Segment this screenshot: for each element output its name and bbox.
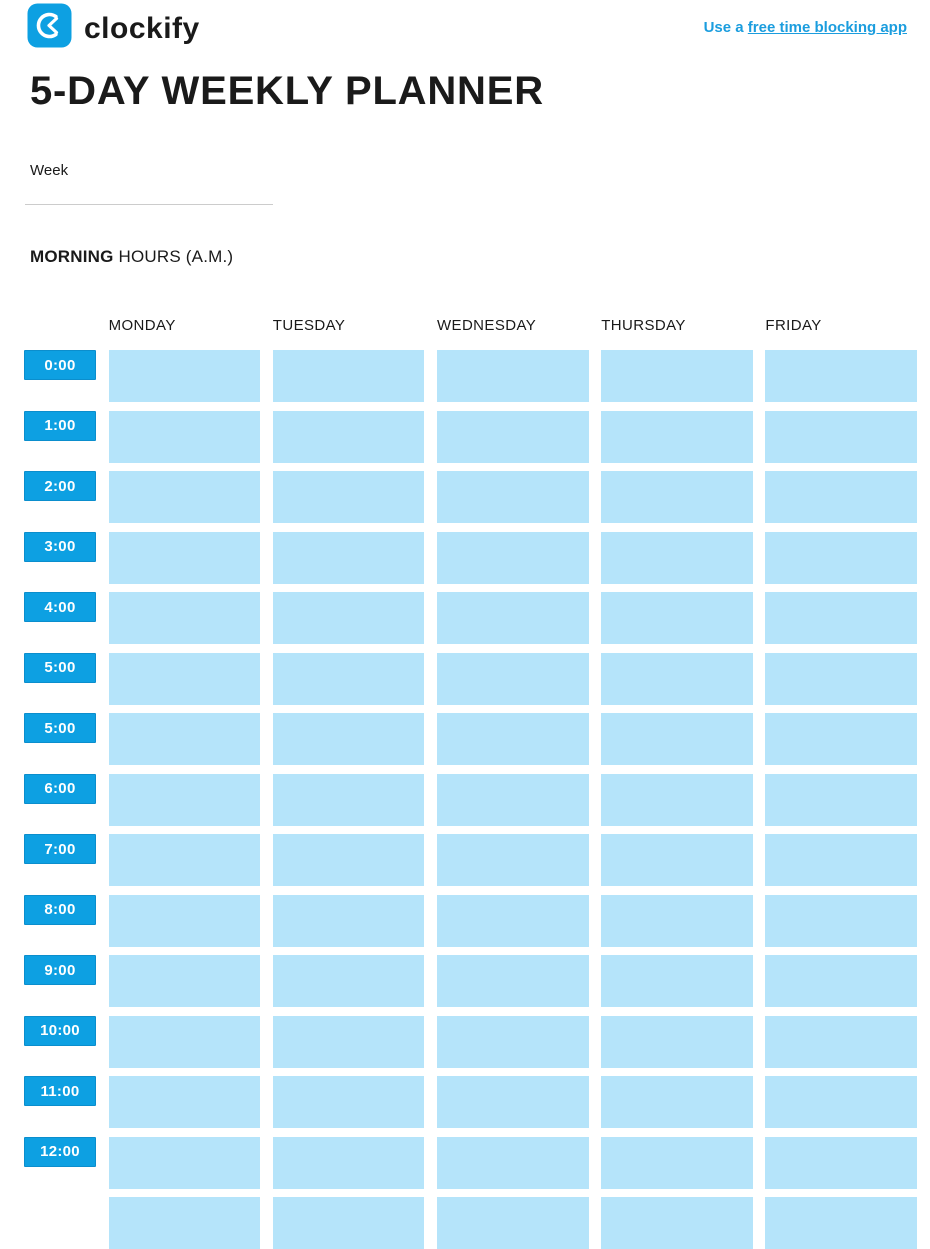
time-block-cell-wednesday[interactable] xyxy=(437,895,589,947)
time-block-cell-tuesday[interactable] xyxy=(273,713,425,765)
time-blocking-promo xyxy=(704,19,907,36)
time-block-cell-wednesday[interactable] xyxy=(437,532,589,584)
time-chip: 12:00 xyxy=(24,1137,96,1167)
time-block-cell-tuesday[interactable] xyxy=(273,774,425,826)
time-block-cell-wednesday[interactable] xyxy=(437,1197,589,1249)
time-block-cell-tuesday[interactable] xyxy=(273,532,425,584)
time-block-cell-wednesday[interactable] xyxy=(437,955,589,1007)
time-block-cell-wednesday[interactable] xyxy=(437,350,589,402)
time-block-cell-friday[interactable] xyxy=(765,955,917,1007)
corner-spacer xyxy=(24,315,96,336)
time-block-cell-monday[interactable] xyxy=(109,1137,261,1189)
section-heading-rest: HOURS (A.M.) xyxy=(113,247,234,266)
time-block-cell-friday[interactable] xyxy=(765,471,917,523)
time-block-cell-wednesday[interactable] xyxy=(437,1137,589,1189)
section-heading-bold: MORNING xyxy=(30,247,114,266)
time-chip: 9:00 xyxy=(24,955,96,985)
time-block-cell-thursday[interactable] xyxy=(601,350,753,402)
day-header-friday: FRIDAY xyxy=(765,317,822,334)
time-block-cell-friday[interactable] xyxy=(765,653,917,705)
page-title: 5-DAY WEEKLY PLANNER xyxy=(30,69,544,113)
time-block-cell-tuesday[interactable] xyxy=(273,592,425,644)
time-block-cell-tuesday[interactable] xyxy=(273,1076,425,1128)
time-block-cell-monday[interactable] xyxy=(109,592,261,644)
time-block-cell-wednesday[interactable] xyxy=(437,592,589,644)
time-block-cell-monday[interactable] xyxy=(109,471,261,523)
time-block-cell-wednesday[interactable] xyxy=(437,411,589,463)
time-block-cell-friday[interactable] xyxy=(765,532,917,584)
time-chip: 5:00 xyxy=(24,713,96,743)
time-block-cell-thursday[interactable] xyxy=(601,411,753,463)
time-block-cell-tuesday[interactable] xyxy=(273,1016,425,1068)
time-block-cell-monday[interactable] xyxy=(109,1197,261,1249)
week-input[interactable] xyxy=(25,181,273,205)
day-header-tuesday: TUESDAY xyxy=(272,317,346,334)
day-header-row xyxy=(24,315,917,336)
time-block-cell-monday[interactable] xyxy=(109,1016,261,1068)
time-block-cell-thursday[interactable] xyxy=(601,713,753,765)
time-block-cell-monday[interactable] xyxy=(109,713,261,765)
time-block-cell-thursday[interactable] xyxy=(601,955,753,1007)
time-chip: 2:00 xyxy=(24,471,96,501)
time-block-cell-thursday[interactable] xyxy=(601,1137,753,1189)
time-block-cell-friday[interactable] xyxy=(765,592,917,644)
section-heading xyxy=(30,247,930,267)
top-bar xyxy=(0,0,930,48)
time-block-cell-thursday[interactable] xyxy=(601,1197,753,1249)
time-block-cell-wednesday[interactable] xyxy=(437,1016,589,1068)
time-block-cell-wednesday[interactable] xyxy=(437,774,589,826)
time-chip: 5:00 xyxy=(24,653,96,683)
time-block-cell-friday[interactable] xyxy=(765,895,917,947)
time-block-cell-thursday[interactable] xyxy=(601,653,753,705)
week-field xyxy=(25,162,273,205)
time-block-cell-tuesday[interactable] xyxy=(273,350,425,402)
time-block-cell-thursday[interactable] xyxy=(601,532,753,584)
time-block-cell-thursday[interactable] xyxy=(601,895,753,947)
time-block-cell-tuesday[interactable] xyxy=(273,411,425,463)
brand-name: clockify xyxy=(84,11,200,45)
time-block-cell-monday[interactable] xyxy=(109,1076,261,1128)
time-block-cell-wednesday[interactable] xyxy=(437,713,589,765)
time-block-cell-tuesday[interactable] xyxy=(273,1137,425,1189)
time-block-cell-monday[interactable] xyxy=(109,774,261,826)
time-block-cell-friday[interactable] xyxy=(765,834,917,886)
time-chip: 7:00 xyxy=(24,834,96,864)
clockify-clock-icon xyxy=(27,3,72,53)
time-block-cell-monday[interactable] xyxy=(109,532,261,584)
time-chip: 8:00 xyxy=(24,895,96,925)
time-block-cell-friday[interactable] xyxy=(765,411,917,463)
clockify-logo[interactable] xyxy=(27,3,200,53)
time-block-cell-monday[interactable] xyxy=(109,653,261,705)
time-block-cell-wednesday[interactable] xyxy=(437,834,589,886)
day-header-thursday: THURSDAY xyxy=(601,317,686,334)
time-block-cell-tuesday[interactable] xyxy=(273,895,425,947)
planner-grid xyxy=(24,350,917,1249)
time-block-cell-thursday[interactable] xyxy=(601,834,753,886)
time-chip: 10:00 xyxy=(24,1016,96,1046)
time-block-cell-thursday[interactable] xyxy=(601,774,753,826)
day-header-monday: MONDAY xyxy=(108,317,176,334)
time-block-cell-monday[interactable] xyxy=(109,834,261,886)
time-block-cell-tuesday[interactable] xyxy=(273,471,425,523)
time-chip: 1:00 xyxy=(24,411,96,441)
time-block-cell-friday[interactable] xyxy=(765,713,917,765)
time-block-cell-thursday[interactable] xyxy=(601,1016,753,1068)
time-block-cell-tuesday[interactable] xyxy=(273,834,425,886)
time-block-cell-monday[interactable] xyxy=(109,411,261,463)
time-block-cell-wednesday[interactable] xyxy=(437,653,589,705)
time-block-cell-friday[interactable] xyxy=(765,1016,917,1068)
time-block-cell-tuesday[interactable] xyxy=(273,955,425,1007)
time-block-cell-monday[interactable] xyxy=(109,955,261,1007)
time-block-cell-friday[interactable] xyxy=(765,1137,917,1189)
free-time-blocking-app-link[interactable]: free time blocking app xyxy=(747,19,907,36)
time-chip: 0:00 xyxy=(24,350,96,380)
time-block-cell-thursday[interactable] xyxy=(601,1076,753,1128)
time-block-cell-monday[interactable] xyxy=(109,895,261,947)
time-block-cell-wednesday[interactable] xyxy=(437,1076,589,1128)
time-block-cell-thursday[interactable] xyxy=(601,592,753,644)
time-block-cell-friday[interactable] xyxy=(765,1076,917,1128)
day-header-wednesday: WEDNESDAY xyxy=(436,317,537,334)
time-chip: 4:00 xyxy=(24,592,96,622)
time-block-cell-tuesday[interactable] xyxy=(273,1197,425,1249)
time-block-cell-wednesday[interactable] xyxy=(437,471,589,523)
time-block-cell-friday[interactable] xyxy=(765,1197,917,1249)
time-chip: 11:00 xyxy=(24,1076,96,1106)
time-block-cell-friday[interactable] xyxy=(765,350,917,402)
time-block-cell-tuesday[interactable] xyxy=(273,653,425,705)
promo-prefix: Use a xyxy=(703,19,748,36)
time-chip: 3:00 xyxy=(24,532,96,562)
week-label: Week xyxy=(30,162,69,179)
time-block-cell-monday[interactable] xyxy=(109,350,261,402)
time-block-cell-friday[interactable] xyxy=(765,774,917,826)
time-chip: 6:00 xyxy=(24,774,96,804)
time-block-cell-thursday[interactable] xyxy=(601,471,753,523)
